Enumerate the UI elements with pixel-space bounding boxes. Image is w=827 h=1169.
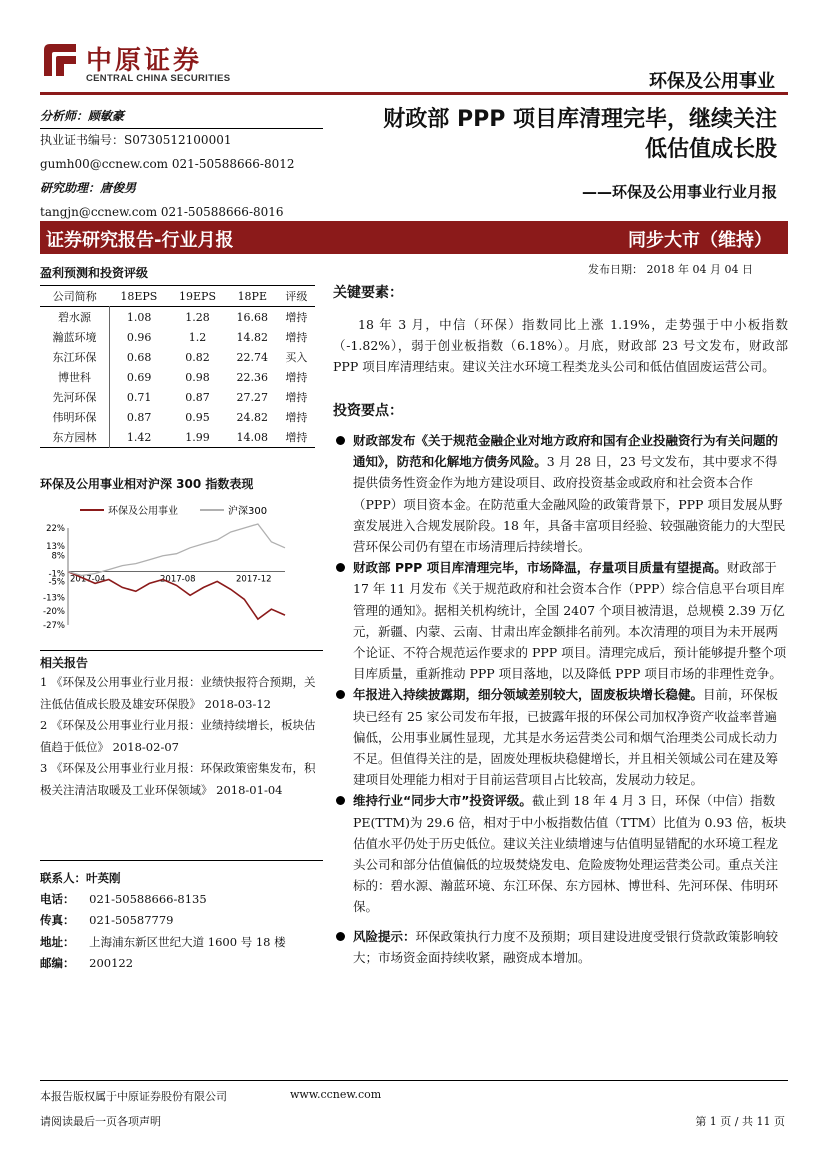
- cell: 0.87: [126, 410, 152, 424]
- cell: 东江环保: [40, 347, 109, 367]
- title-line-2: 低估值成长股: [644, 137, 777, 162]
- cell: 博世科: [40, 367, 109, 387]
- chart-legend: [80, 504, 267, 517]
- key-points-heading: 关键要素：: [333, 285, 403, 301]
- footer-page-number: 第 1 页 / 共 11 页: [695, 1115, 785, 1128]
- cell: 增持: [285, 331, 308, 344]
- report-item[interactable]: 3 《环保及公用事业行业月报：环保政策密集发布，积极关注清洁取暖及工业环保领域》 2018-01-04: [40, 761, 316, 797]
- cell: 0.87: [185, 390, 210, 404]
- y-tick-label: -13%: [43, 593, 65, 604]
- y-tick-label: -20%: [43, 607, 65, 618]
- forecast-heading: 盈利预测和投资评级: [40, 266, 149, 280]
- x-tick-label: 2017-12: [236, 574, 272, 585]
- cell: 0.95: [185, 410, 210, 424]
- cell: 24.82: [236, 410, 269, 424]
- zip-value: 200122: [89, 955, 134, 970]
- analyst-contact: gumh00@ccnew.com 021-50588666-8012: [40, 157, 295, 171]
- phone-value: 021-50588666-8135: [89, 892, 207, 907]
- y-tick-label: -1%: [48, 569, 65, 580]
- footer-rule: [40, 1080, 788, 1081]
- legend-label-1: 环保及公用事业: [108, 506, 178, 517]
- table-row: [40, 387, 315, 407]
- invest-item-bold: 年报进入持续披露期，细分领域差别较大，固废板块增长稳健。: [353, 687, 704, 703]
- cell: 1.42: [126, 430, 152, 444]
- bullet-icon: [336, 563, 345, 572]
- col-rating: 评级: [285, 290, 308, 303]
- bullet-icon: [336, 932, 345, 941]
- analyst-label: 分析师：: [40, 109, 89, 123]
- invest-heading: 投资要点：: [333, 403, 403, 419]
- cell: 增持: [285, 311, 308, 324]
- invest-item-text: 财政部于 17 年 11 月发布《关于规范政府和社会资本合作（PPP）综合信息平台项目库管理的通知》。据相关机构统计，全国 2407 个项目被清退，总规模 2.39 万亿元，新疆、内蒙、云南、甘肃出库金额排名前列。本次清理的项目为未开展两个论证、不符合规范运作要求的 PPP 项目。清理完成后，预计能够提升整个项目库质量，重新推动 PPP 项目落地，以及降低 PPP 项目市场的非理性竞争。: [353, 560, 787, 682]
- table-row: [40, 327, 315, 347]
- chart-heading: 环保及公用事业相对沪深 300 指数表现: [40, 477, 254, 491]
- risk-label: 风险提示：: [353, 928, 416, 944]
- publish-date: 发布日期： 2018 年 04 月 04 日: [588, 263, 753, 276]
- bullet-icon: [336, 436, 345, 445]
- report-banner: [40, 221, 788, 254]
- x-tick-label: 2017-08: [160, 574, 196, 585]
- cell: 0.71: [126, 390, 152, 404]
- invest-item-bold: 财政部发布《关于规范金融企业对地方政府和国有企业投融资行为有关问题的通知》，防范和化解地方债务风险。: [353, 433, 779, 470]
- report-title: [383, 105, 777, 165]
- analyst-info: [40, 104, 300, 224]
- cell: 增持: [285, 391, 308, 404]
- report-subtitle: ——环保及公用事业行业月报: [581, 183, 777, 201]
- table-row: [40, 407, 315, 427]
- cell: 27.27: [236, 390, 269, 404]
- y-tick-label: 8%: [51, 551, 65, 562]
- cell: 增持: [285, 431, 308, 444]
- report-item[interactable]: 2 《环保及公用事业行业月报：业绩持续增长，板块估值趋于低位》 2018-02-07: [40, 718, 316, 754]
- rating-label: 同步大市（维持）: [628, 230, 772, 251]
- bullet-icon: [336, 796, 345, 805]
- logo-en: CENTRAL CHINA SECURITIES: [86, 73, 231, 84]
- invest-item: [333, 557, 788, 684]
- key-points-para: 18 年 3 月，中信（环保）指数同比上涨 1.19%，走势强于中小板指数（-1.82%），弱于创业板指数（6.18%）。月底，财政部 23 号文发布，财政部 PPP 项目库清理结束。建议关注水环境工程类龙头公司和低估值固废运营公司。: [333, 317, 788, 375]
- header-rule: [40, 92, 788, 95]
- report-item[interactable]: 1 《环保及公用事业行业月报：业绩快报符合预期，关注低估值成长股及雄安环保股》 2018-03-12: [40, 675, 316, 711]
- report-type: 证券研究报告-行业月报: [46, 230, 234, 251]
- table-row: [40, 347, 315, 367]
- reports-rule: [40, 650, 323, 651]
- invest-list: [333, 430, 788, 968]
- legend-label-2: 沪深300: [228, 506, 268, 517]
- address-value: 上海浦东新区世纪大道 1600 号 18 楼: [89, 934, 286, 949]
- invest-item: [333, 790, 788, 917]
- invest-item-bold: 维持行业“同步大市”投资评级。: [353, 793, 532, 809]
- performance-chart: [40, 500, 325, 635]
- assistant-name: 唐俊男: [100, 181, 137, 195]
- table-header-row: [40, 286, 315, 307]
- table-row: [40, 427, 315, 448]
- col-18eps: 18EPS: [120, 289, 158, 303]
- analyst-rule: [40, 128, 323, 129]
- fax-value: 021-50587779: [89, 913, 174, 928]
- cell: 0.98: [185, 370, 210, 384]
- company-logo: [40, 38, 260, 88]
- zip-label: 邮编：: [40, 955, 75, 970]
- cell: 碧水源: [40, 307, 109, 328]
- reports-heading: 相关报告: [40, 656, 89, 670]
- cell: 14.82: [236, 330, 269, 344]
- cell: 1.28: [185, 310, 210, 324]
- cell: 伟明环保: [40, 407, 109, 427]
- logo-mark-icon: [40, 40, 80, 80]
- contact-person-label: 联系人：: [40, 871, 86, 885]
- y-tick-label: 22%: [46, 524, 65, 534]
- address-label: 地址：: [40, 934, 75, 949]
- invest-item-text: 3 月 28 日，23 号文发布，其中要求不得提供债务性资金作为地方建设项目、政府投资基金或政府和社会资本合作（PPP）项目资本金。在防范重大金融风险的政策背景下，PPP 项目发展从野蛮发展进入合规发展阶段。18 年，具备丰富项目经验、较强融资能力的大型民营环保公司仍有望在市场清理后持续增长。: [353, 454, 786, 555]
- footer-disclaimer: 请阅读最后一页各项声明: [40, 1115, 161, 1128]
- logo-cn: 中原证券: [86, 46, 203, 76]
- reports-list: [40, 672, 323, 801]
- cell: 16.68: [236, 310, 269, 324]
- y-tick-label: 13%: [46, 541, 65, 552]
- series-line-2: [68, 524, 285, 576]
- y-tick-label: -5%: [48, 577, 65, 588]
- cell: 增持: [285, 371, 308, 384]
- sector-label: 环保及公用事业: [649, 71, 775, 92]
- table-row: [40, 367, 315, 387]
- assistant-contact: tangjn@ccnew.com 021-50588666-8016: [40, 205, 284, 219]
- table-row: [40, 307, 315, 328]
- col-19eps: 19EPS: [179, 289, 216, 303]
- cell: 0.68: [126, 350, 152, 364]
- cell: 0.82: [185, 350, 210, 364]
- title-line-1: 财政部 PPP 项目库清理完毕，继续关注: [383, 107, 777, 132]
- cell: 14.08: [236, 430, 269, 444]
- forecast-table: [40, 285, 315, 448]
- cell: 买入: [285, 351, 308, 364]
- cell: 东方园林: [40, 427, 109, 448]
- cell: 0.96: [126, 330, 152, 344]
- cell: 增持: [285, 411, 308, 424]
- assistant-label: 研究助理：: [40, 181, 101, 195]
- risk-text: 环保政策执行力度不及预期；项目建设进度受银行贷款政策影响较大；市场资金面持续收紧，融资成本增加。: [353, 928, 779, 965]
- contact-block: [40, 868, 323, 974]
- col-18pe: 18PE: [237, 289, 267, 303]
- cell: 瀚蓝环境: [40, 327, 109, 347]
- cell: 1.99: [185, 430, 210, 444]
- x-tick-label: 2017-04: [70, 574, 106, 585]
- footer-site-link[interactable]: www.ccnew.com: [290, 1088, 382, 1101]
- phone-label: 电话：: [40, 892, 75, 907]
- analyst-name: 顾敏豪: [88, 109, 125, 123]
- fax-label: 传真：: [40, 913, 75, 928]
- footer-copyright: 本报告版权属于中原证券股份有限公司: [40, 1090, 227, 1103]
- cell: 1.2: [188, 330, 207, 344]
- cell: 先河环保: [40, 387, 109, 407]
- invest-item-text: 截止到 18 年 4 月 3 日，环保（中信）指数 PE(TTM)为 29.6 倍，相对于中小板指数估值（TTM）比值为 0.93 倍，板块估值水平仍处于历史低位。建议关注业绩增速与估值明显错配的水环境工程龙头公司和部分估值偏低的垃圾焚烧发电、危险废物处理运营类公司。重点关注标的：碧水源、瀚蓝环境、东江环保、东方园林、博世科、先河环保、伟明环保。: [353, 793, 787, 915]
- cell: 22.74: [236, 350, 269, 364]
- risk-item: [333, 926, 788, 968]
- contact-person: 叶英刚: [86, 871, 121, 885]
- analyst-cert: 执业证书编号：S0730512100001: [40, 133, 232, 147]
- invest-item-bold: 财政部 PPP 项目库清理完毕，市场降温，存量项目质量有望提高。: [353, 560, 727, 576]
- invest-item: [333, 684, 788, 790]
- invest-item: [333, 430, 788, 557]
- cell: 22.36: [236, 370, 269, 384]
- bullet-icon: [336, 690, 345, 699]
- cell: 1.08: [126, 310, 152, 324]
- cell: 0.69: [126, 370, 152, 384]
- col-company: 公司简称: [52, 290, 97, 303]
- y-tick-label: -27%: [43, 621, 65, 631]
- contact-rule: [40, 860, 323, 861]
- invest-item-text: 目前，环保板块已经有 25 家公司发布年报，已披露年报的环保公司加权净资产收益率普遍偏低，公用事业属性显现，尤其是水务运营类公司和烟气治理类公司成长动力不足。但值得关注的是，固废处理板块稳健增长，并且相关领域公司在建及筹建项目处理能力相对于目前运营项目占比较高，发展动力较足。: [353, 687, 779, 788]
